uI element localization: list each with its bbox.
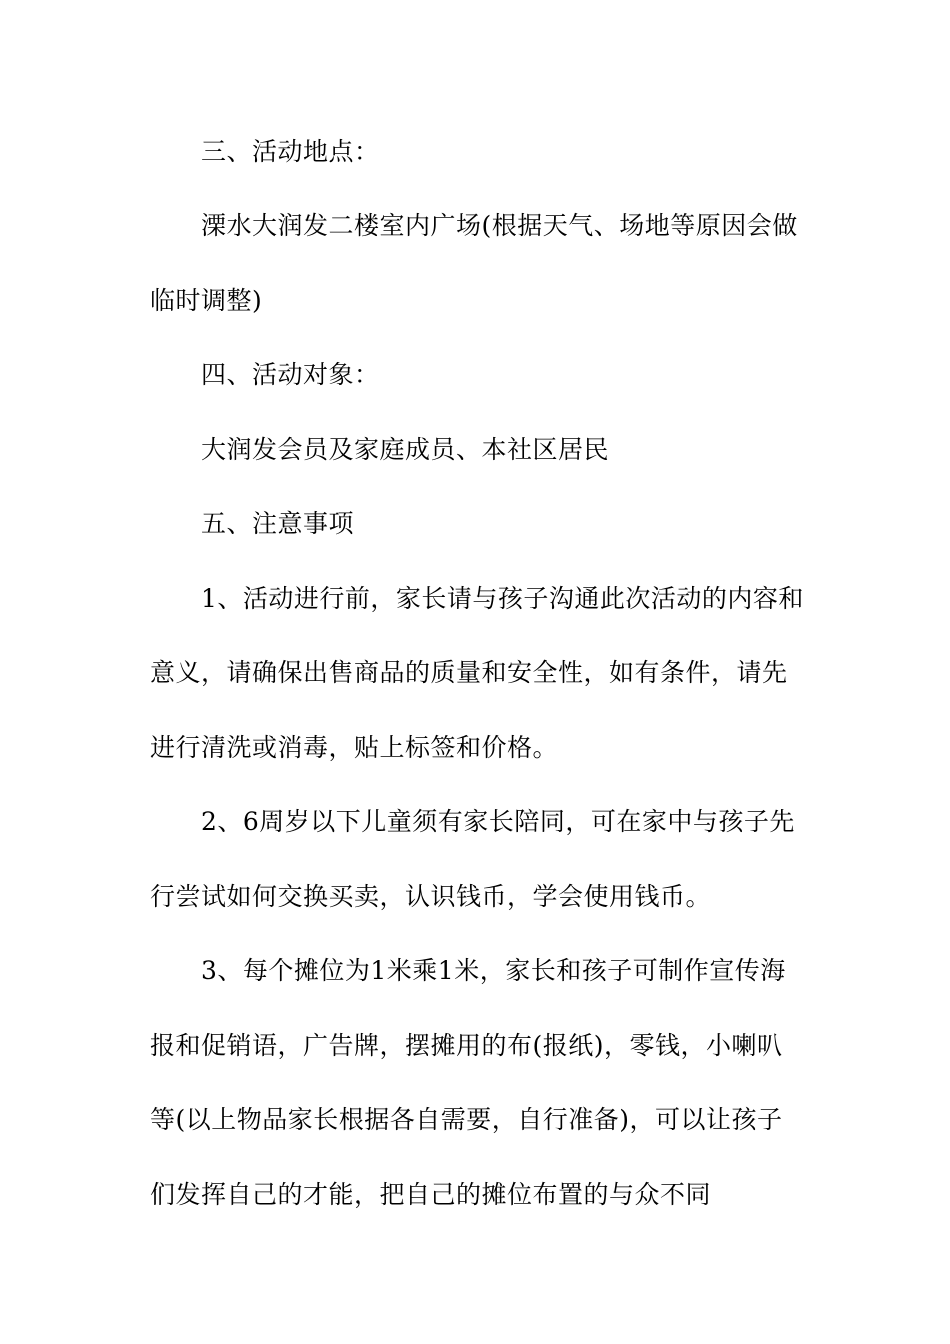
paragraph-line: 行尝试如何交换买卖，认识钱币，学会使用钱币。 <box>150 882 712 911</box>
paragraph-line: 进行清洗或消毒，贴上标签和价格。 <box>150 733 559 762</box>
paragraph-line: 2、6周岁以下儿童须有家长陪同，可在家中与孩子先 <box>201 807 795 836</box>
paragraph-line: 们发挥自己的才能，把自己的摊位布置的与众不同 <box>150 1180 712 1209</box>
paragraph-line: 3、每个摊位为1米乘1米，家长和孩子可制作宣传海 <box>201 956 786 985</box>
paragraph-line: 1、活动进行前，家长请与孩子沟通此次活动的内容和 <box>201 584 804 613</box>
paragraph-line: 报和促销语，广告牌，摆摊用的布(报纸)，零钱，小喇叭 <box>150 1031 783 1060</box>
section-heading-audience: 四、活动对象： <box>201 360 380 389</box>
section-heading-location: 三、活动地点： <box>201 137 380 166</box>
paragraph-line: 意义，请确保出售商品的质量和安全性，如有条件，请先 <box>150 658 788 687</box>
paragraph-line: 溧水大润发二楼室内广场(根据天气、场地等原因会做 <box>201 211 798 240</box>
paragraph-line: 临时调整) <box>150 286 263 315</box>
paragraph-line: 大润发会员及家庭成员、本社区居民 <box>201 435 610 464</box>
paragraph-line: 等(以上物品家长根据各自需要，自行准备)，可以让孩子 <box>150 1105 783 1134</box>
section-heading-notes: 五、注意事项 <box>201 509 355 538</box>
